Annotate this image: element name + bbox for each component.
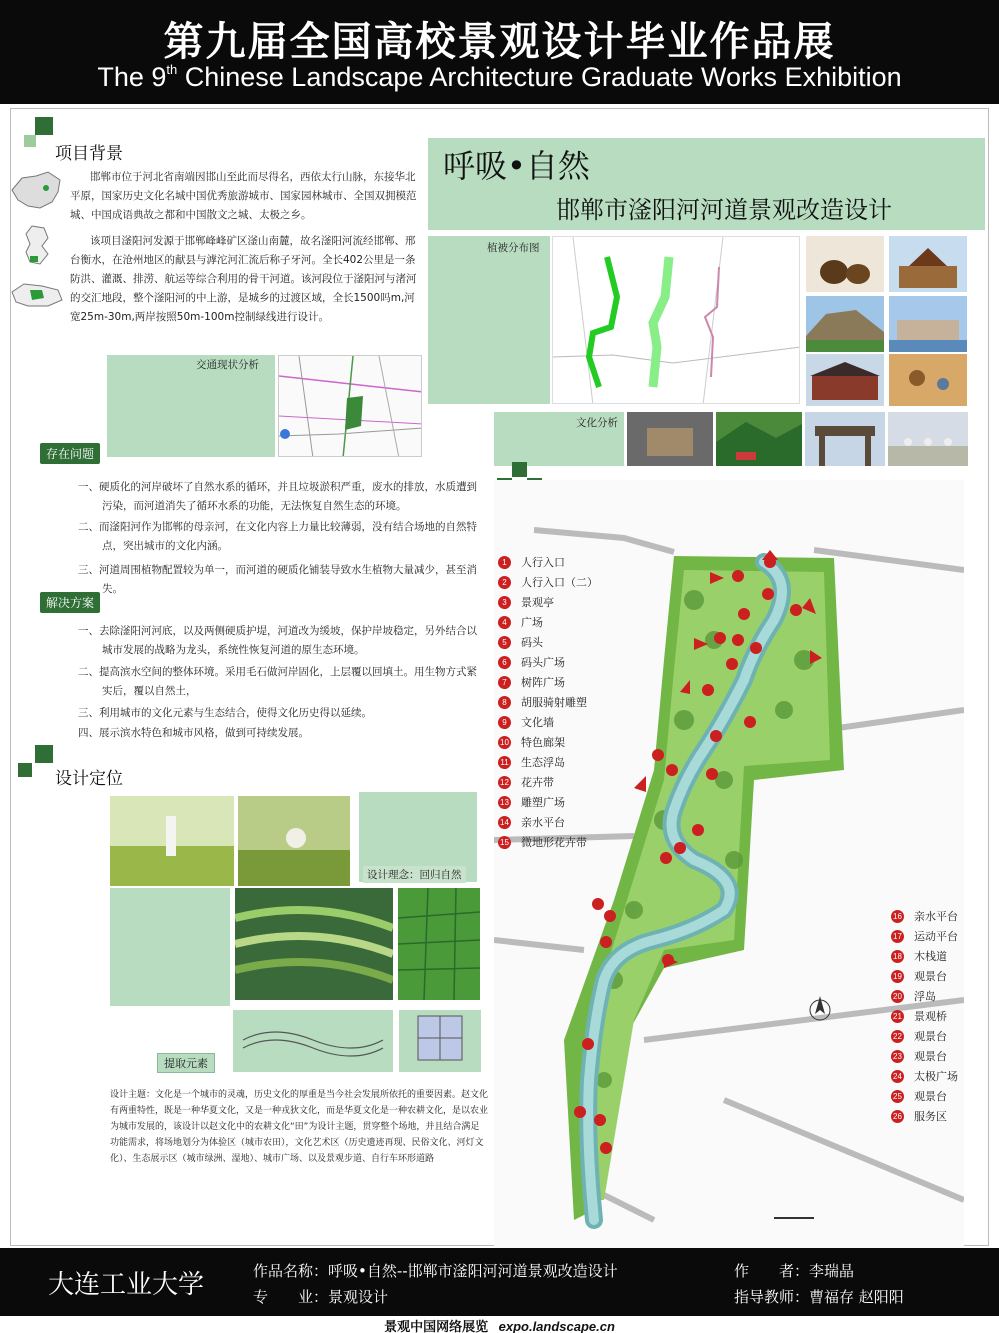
culture-photo-archway — [805, 412, 885, 466]
hebei-map-icon — [14, 222, 60, 268]
legend-number-badge: 10 — [498, 736, 511, 749]
legend-label: 运动平台 — [914, 930, 958, 943]
legend-item — [498, 772, 628, 792]
university-name: 大连工业大学 — [48, 1270, 205, 1300]
culture-label: 文化分析 — [576, 417, 618, 429]
legend-label: 树阵广场 — [521, 676, 565, 689]
photo-grassland-girl — [110, 796, 234, 886]
solutions-tag: 解决方案 — [40, 592, 100, 613]
legend-label: 观景台 — [914, 1090, 947, 1103]
positioning-description: 设计主题：文化是一个城市的灵魂，历史文化的厚重是当今社会发展所依托的重要因素。赵文化有两重特性，既是一种华夏文化，又是一种戎狄文化，而是华夏文化是一种农耕文化，是以农业为城市发展的，该设计以赵文化中的农耕文化“田”为设计主题，贯穿整个场地，并且结合满足功能需求，将场地划分为体验区（城市农田），文化艺术区（历史遗迹再现、民俗文化、河灯文化）、生态展示区（城市绿洲、湿地）、城市广场、以及景观步道、自行车环形道路 — [110, 1090, 489, 1164]
legend-number-badge: 3 — [498, 596, 511, 609]
solution-item-2: 二、提高滨水空间的整体环境。采用毛石做河岸固化，上层覆以回填土。用生物方式紧实后，覆以自然土， — [78, 666, 477, 697]
legend-label: 码头 — [521, 636, 543, 649]
legend-label: 人行入口（二） — [521, 576, 598, 589]
section-square-icon — [35, 745, 53, 763]
legend-item — [498, 752, 628, 772]
extract-label: 提取元素 — [157, 1053, 215, 1073]
section-square-icon — [24, 135, 36, 147]
legend-label: 广场 — [521, 616, 543, 629]
positioning-title: 设计定位 — [55, 769, 123, 789]
work-name: 作品名称：呼吸•自然--邯郸市滏阳河河道景观改造设计 — [253, 1262, 618, 1280]
culture-photo-valley — [716, 412, 802, 466]
problem-item-2: 二、而滏阳河作为邯郸的母亲河，在文化内容上力量比较薄弱，没有结合场地的自然特点，突出城市的文化内涵。 — [78, 521, 477, 552]
traffic-map — [278, 355, 422, 457]
poster-footer — [0, 1248, 999, 1316]
legend-item — [498, 792, 628, 812]
theme-title: 呼吸•自然 — [443, 147, 590, 185]
legend-label: 景观桥 — [914, 1010, 947, 1023]
legend-number-badge: 1 — [498, 556, 511, 569]
legend-number-badge: 13 — [498, 796, 511, 809]
culture-photo-statue — [627, 412, 713, 466]
legend-item — [498, 812, 628, 832]
problem-item-3: 三、河道周围植物配置较为单一，而河道的硬质化铺装导致水生植物大量减少，甚至消失。 — [78, 564, 477, 595]
title-en-prefix: The 9 — [97, 62, 167, 92]
site-bar — [0, 1316, 999, 1333]
photo-meadow-hat — [238, 796, 350, 886]
legend-number-badge: 9 — [498, 716, 511, 729]
legend-item — [891, 1026, 981, 1046]
legend-number-badge: 23 — [891, 1050, 904, 1063]
legend-label: 胡服骑射雕塑 — [521, 696, 587, 709]
legend-item — [498, 712, 628, 732]
legend-label: 花卉带 — [521, 776, 554, 789]
china-map-icon — [8, 168, 66, 216]
legend-number-badge: 24 — [891, 1070, 904, 1083]
advisor: 指导教师：曹福存 赵阳阳 — [734, 1288, 904, 1306]
legend-number-badge: 22 — [891, 1030, 904, 1043]
legend-number-badge: 5 — [498, 636, 511, 649]
legend-label: 码头广场 — [521, 656, 565, 669]
legend-label: 浮岛 — [914, 990, 936, 1003]
legend-label: 微地形花卉带 — [521, 836, 587, 849]
legend-number-badge: 26 — [891, 1110, 904, 1123]
legend-number-badge: 20 — [891, 990, 904, 1003]
legend-label: 文化墙 — [521, 716, 554, 729]
legend-label: 生态浮岛 — [521, 756, 565, 769]
legend-label: 观景台 — [914, 1030, 947, 1043]
legend-number-badge: 16 — [891, 910, 904, 923]
legend-item — [498, 592, 628, 612]
legend-item — [498, 572, 628, 592]
legend-item — [498, 552, 628, 572]
handan-map-icon — [8, 280, 66, 310]
legend-label: 木栈道 — [914, 950, 947, 963]
element-grid — [416, 1014, 464, 1064]
legend-number-badge: 6 — [498, 656, 511, 669]
legend-item — [891, 966, 981, 986]
culture-photo-pottery — [806, 236, 884, 292]
legend-item — [498, 832, 628, 852]
legend-item — [498, 692, 628, 712]
legend-label: 太极广场 — [914, 1070, 958, 1083]
legend-list-right — [891, 906, 981, 1126]
poster-header — [0, 0, 999, 104]
plan-legend-left — [498, 552, 628, 852]
legend-item — [891, 986, 981, 1006]
legend-label: 观景台 — [914, 970, 947, 983]
legend-item — [891, 1086, 981, 1106]
legend-label: 观景台 — [914, 1050, 947, 1063]
legend-label: 雕塑广场 — [521, 796, 565, 809]
background-paragraph-2: 该项目滏阳河发源于邯郸峰峰矿区滏山南麓，故名滏阳河流经邯郸、邢台衡水，在沧州地区的献县与滹沱河汇流后称子牙河。全长402公里是一条防洪、灌溉、排涝、航运等综合利用的骨干河道。该河段位于滏阳河与渚河的交汇地段，整个滏阳河的中上游，是城乡的过渡区域，全长1500吗m,河宽25m-30m,两岸按照50m-100m控制绿线进行设计。 — [70, 235, 417, 323]
background-paragraph-1: 邯郸市位于河北省南端因邯山至此而尽得名，西依太行山脉，东接华北平原，国家历史文化名城中国优秀旅游城市、国家园林城市、全国双拥模范城、中国成语典故之都和中国散文之城、太极之乡。 — [70, 171, 417, 221]
legend-number-badge: 14 — [498, 816, 511, 829]
culture-photo-tower — [889, 236, 967, 292]
culture-photo-gate — [889, 296, 967, 352]
vegetation-panel — [428, 236, 550, 404]
legend-item — [891, 926, 981, 946]
legend-label: 景观亭 — [521, 596, 554, 609]
photo-fields — [398, 888, 480, 1000]
concept-label: 设计理念：回归自然 — [363, 866, 466, 883]
title-en-suffix: Chinese Landscape Architecture Graduate Works Exhibition — [177, 62, 902, 92]
legend-number-badge: 25 — [891, 1090, 904, 1103]
theme-subtitle: 邯郸市滏阳河河道景观改造设计 — [556, 196, 892, 224]
legend-number-badge: 7 — [498, 676, 511, 689]
legend-item — [891, 1046, 981, 1066]
author: 作 者：李瑞晶 — [734, 1262, 855, 1280]
site-url[interactable]: expo.landscape.cn — [498, 1319, 615, 1333]
legend-item — [498, 732, 628, 752]
background-title: 项目背景 — [55, 144, 123, 164]
title-en-sup: th — [166, 62, 178, 77]
legend-label: 特色廊架 — [521, 736, 565, 749]
culture-photo-temple — [806, 354, 884, 406]
section-square-icon — [35, 117, 53, 135]
major: 专 业：景观设计 — [253, 1288, 389, 1306]
problems-tag: 存在问题 — [40, 443, 100, 464]
legend-number-badge: 18 — [891, 950, 904, 963]
legend-item — [498, 632, 628, 652]
culture-photo-painting — [889, 354, 967, 406]
culture-photo-taichi — [888, 412, 968, 466]
legend-number-badge: 4 — [498, 616, 511, 629]
legend-number-badge: 11 — [498, 756, 511, 769]
legend-number-badge: 19 — [891, 970, 904, 983]
culture-photo-mountain — [806, 296, 884, 352]
solution-item-4: 四、展示滨水特色和城市风格，做到可持续发展。 — [78, 727, 309, 739]
solution-item-1: 一、去除滏阳河河底，以及两侧硬质护堤，河道改为缓坡，保护岸坡稳定，另外结合以城市发展的战略为龙头，系统性恢复河道的原生态环境。 — [78, 625, 477, 656]
title-chinese: 第九届全国高校景观设计毕业作品展 — [163, 19, 836, 65]
positioning-blank-panel — [110, 888, 230, 1006]
site-name: 景观中国网络展览 — [384, 1320, 489, 1333]
legend-number-badge: 8 — [498, 696, 511, 709]
legend-label: 人行入口 — [521, 556, 565, 569]
legend-item — [891, 906, 981, 926]
photo-terraces — [235, 888, 393, 1000]
legend-item — [498, 612, 628, 632]
problem-item-1: 一、硬质化的河岸破坏了自然水系的循环，并且垃圾淤积严重，废水的排放，水质遭到污染，而河道消失了循环水系的功能，无法恢复自然生态的环境。 — [78, 481, 477, 512]
legend-list-left — [498, 552, 628, 852]
legend-item — [498, 652, 628, 672]
vegetation-label: 植被分布图 — [487, 242, 540, 254]
vegetation-map — [552, 236, 800, 404]
section-square-icon — [18, 763, 32, 777]
legend-item — [891, 1006, 981, 1026]
legend-item — [891, 1106, 981, 1126]
section-square-icon — [512, 462, 527, 477]
element-curves — [233, 1010, 393, 1072]
legend-number-badge: 17 — [891, 930, 904, 943]
solution-item-3: 三、利用城市的文化元素与生态结合，使得文化历史得以延续。 — [78, 707, 372, 719]
legend-item — [891, 946, 981, 966]
plan-legend-right — [891, 906, 981, 1126]
legend-number-badge: 15 — [498, 836, 511, 849]
traffic-label: 交通现状分析 — [196, 359, 259, 371]
legend-label: 亲水平台 — [914, 910, 958, 923]
legend-label: 亲水平台 — [521, 816, 565, 829]
legend-item — [891, 1066, 981, 1086]
legend-number-badge: 21 — [891, 1010, 904, 1023]
legend-number-badge: 12 — [498, 776, 511, 789]
legend-number-badge: 2 — [498, 576, 511, 589]
legend-item — [498, 672, 628, 692]
title-english — [0, 62, 999, 93]
legend-label: 服务区 — [914, 1110, 947, 1123]
